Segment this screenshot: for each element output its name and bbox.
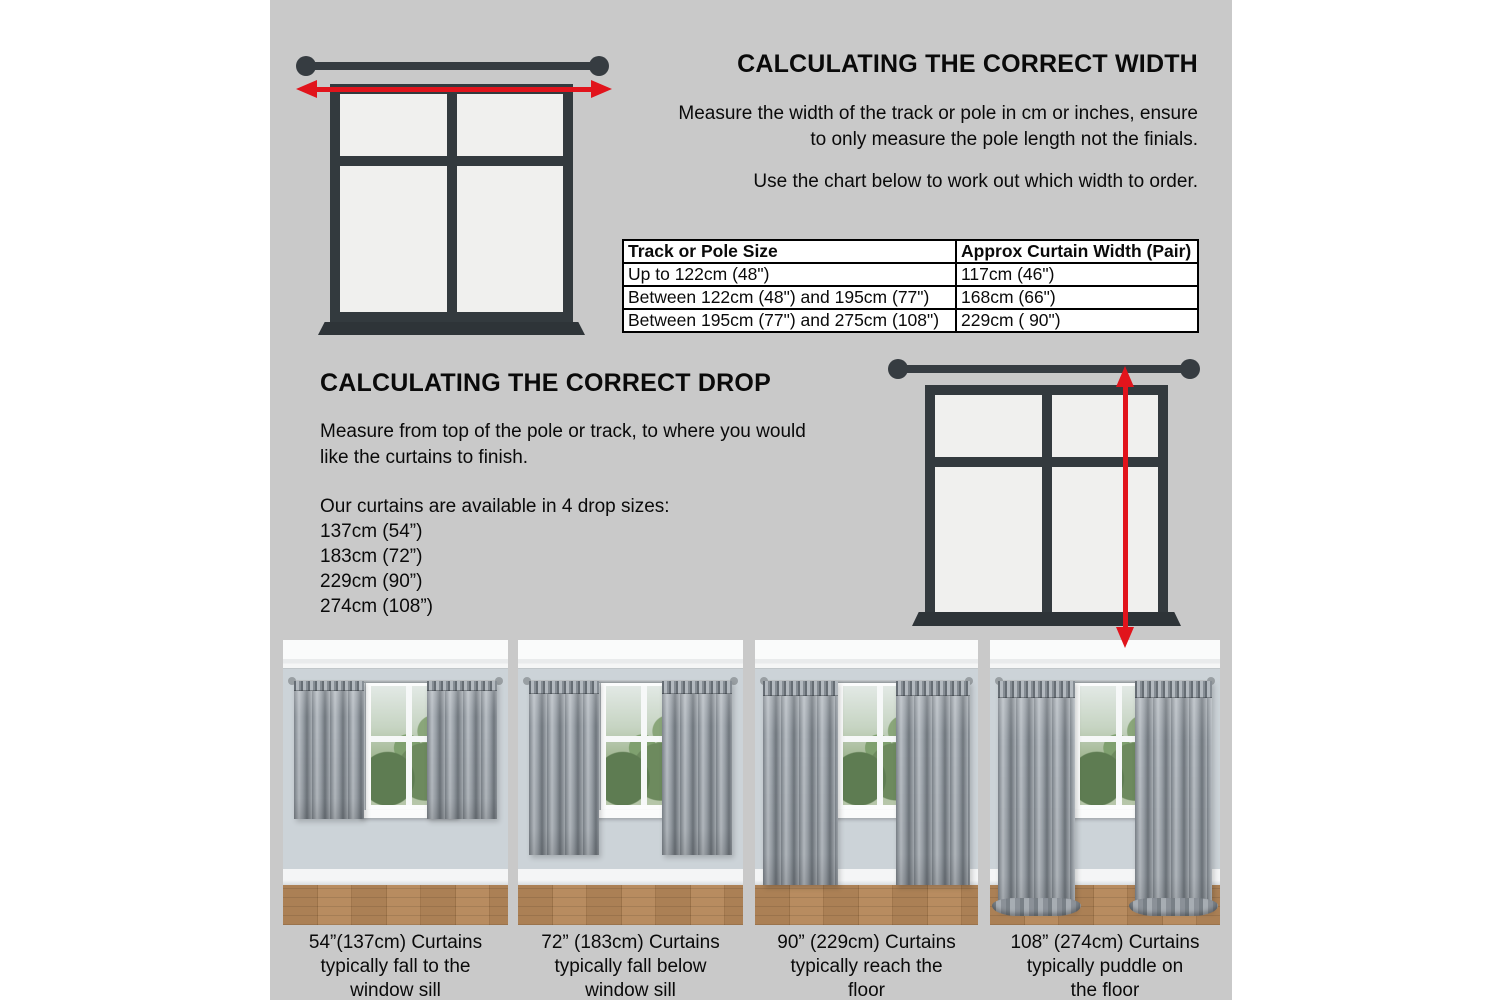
room-ceiling: [283, 640, 508, 669]
size-table-row: [623, 263, 1198, 286]
wood-floor: [518, 885, 743, 925]
curtain-left: [763, 681, 838, 886]
caption-line: floor: [848, 980, 885, 1000]
skirting-board: [283, 869, 508, 885]
curtain-pole-graphic: [308, 62, 597, 70]
drop-sizes-intro: Our curtains are available in 4 drop sizes:: [320, 496, 670, 517]
curtain-left: [294, 681, 364, 819]
window-mullion: [877, 686, 883, 804]
drop-size-item: 229cm (90”): [320, 571, 423, 592]
photo-caption-54: [283, 931, 508, 1000]
size-table-row: [623, 309, 1198, 332]
width-intro-line-2: to only measure the pole length not the finials.: [810, 129, 1198, 150]
pole-size-cell: Between 195cm (77") and 275cm (108"): [623, 309, 956, 332]
curtain-photo-90: [755, 640, 978, 925]
wood-floor: [283, 885, 508, 925]
window-mullion: [1042, 395, 1052, 612]
caption-line: window sill: [350, 980, 441, 1000]
curtain-photo-108: [990, 640, 1220, 925]
room-ceiling: [518, 640, 743, 669]
wood-floor: [755, 885, 978, 925]
arrow-head-right-icon: [591, 80, 612, 98]
caption-line: 54”(137cm) Curtains: [308, 932, 483, 953]
drop-intro-line-1: Measure from top of the pole or track, to where you would: [320, 421, 806, 442]
arrow-head-left-icon: [296, 80, 317, 98]
caption-line: the floor: [1070, 980, 1140, 1000]
size-table-header-row: [623, 240, 1198, 263]
photo-caption-90: [755, 931, 978, 1000]
pole-size-cell: Up to 122cm (48"): [623, 263, 956, 286]
size-table-header-width: Approx Curtain Width (Pair): [956, 240, 1198, 263]
width-section-title: CALCULATING THE CORRECT WIDTH: [737, 50, 1198, 78]
window-mullion: [1116, 686, 1122, 804]
pole-size-cell: Between 122cm (48") and 195cm (77"): [623, 286, 956, 309]
window-mullion: [447, 94, 457, 312]
window-sill-graphic: [318, 322, 585, 335]
pole-finial-icon: [888, 359, 908, 379]
curtain-right: [662, 681, 732, 855]
drop-intro-line-2: like the curtains to finish.: [320, 447, 529, 468]
arrow-shaft: [1123, 387, 1128, 627]
size-table-header-pole: Track or Pole Size: [623, 240, 956, 263]
pole-finial-icon: [589, 56, 609, 76]
caption-line: 90” (229cm) Curtains: [777, 932, 956, 953]
drop-size-item: 274cm (108”): [320, 596, 433, 617]
caption-line: 72” (183cm) Curtains: [541, 932, 720, 953]
caption-line: typically puddle on: [1026, 956, 1184, 977]
window-transom: [340, 156, 563, 166]
skirting-board: [518, 869, 743, 885]
drop-size-item: 137cm (54”): [320, 521, 423, 542]
curtain-right: [427, 681, 497, 819]
arrow-head-up-icon: [1116, 366, 1134, 387]
window-mullion: [406, 686, 412, 804]
room-ceiling: [755, 640, 978, 669]
caption-line: typically fall below: [554, 956, 707, 977]
curtain-right: [896, 681, 971, 886]
caption-line: typically fall to the: [320, 956, 471, 977]
room-ceiling: [990, 640, 1220, 669]
drop-size-item: 183cm (72”): [320, 546, 423, 567]
width-intro-text: [620, 101, 1198, 153]
curtain-width-cell: 229cm ( 90"): [956, 309, 1198, 332]
curtain-width-cell: 117cm (46"): [956, 263, 1198, 286]
curtain-photo-54: [283, 640, 508, 925]
drop-measure-arrow-icon: [1115, 366, 1135, 648]
photo-caption-108: [990, 931, 1220, 1000]
caption-line: typically reach the: [790, 956, 943, 977]
pole-finial-icon: [1180, 359, 1200, 379]
curtain-width-cell: 168cm (66"): [956, 286, 1198, 309]
window-mullion: [641, 686, 647, 804]
drop-intro-text: [320, 419, 806, 471]
width-chart-hint: Use the chart below to work out which width to order.: [753, 171, 1198, 192]
size-table: [622, 239, 1199, 333]
caption-line: 108” (274cm) Curtains: [1010, 932, 1200, 953]
arrow-shaft: [317, 87, 591, 92]
curtain-pole-graphic: [900, 365, 1188, 373]
content-panel: [270, 0, 1232, 1000]
drop-section-title: CALCULATING THE CORRECT DROP: [320, 369, 771, 397]
width-intro-line-1: Measure the width of the track or pole in cm or inches, ensure: [678, 103, 1198, 124]
curtain-right: [1135, 681, 1212, 910]
window-graphic-width: [330, 84, 573, 322]
curtain-photo-72: [518, 640, 743, 925]
size-table-row: [623, 286, 1198, 309]
curtain-left: [529, 681, 599, 855]
arrow-head-down-icon: [1116, 627, 1134, 648]
photo-caption-72: [518, 931, 743, 1000]
drop-sizes-list: [320, 519, 433, 619]
width-measure-arrow-icon: [296, 79, 612, 99]
pole-finial-icon: [296, 56, 316, 76]
window-sill-graphic: [912, 612, 1181, 626]
caption-line: window sill: [585, 980, 676, 1000]
curtain-left: [998, 681, 1075, 910]
